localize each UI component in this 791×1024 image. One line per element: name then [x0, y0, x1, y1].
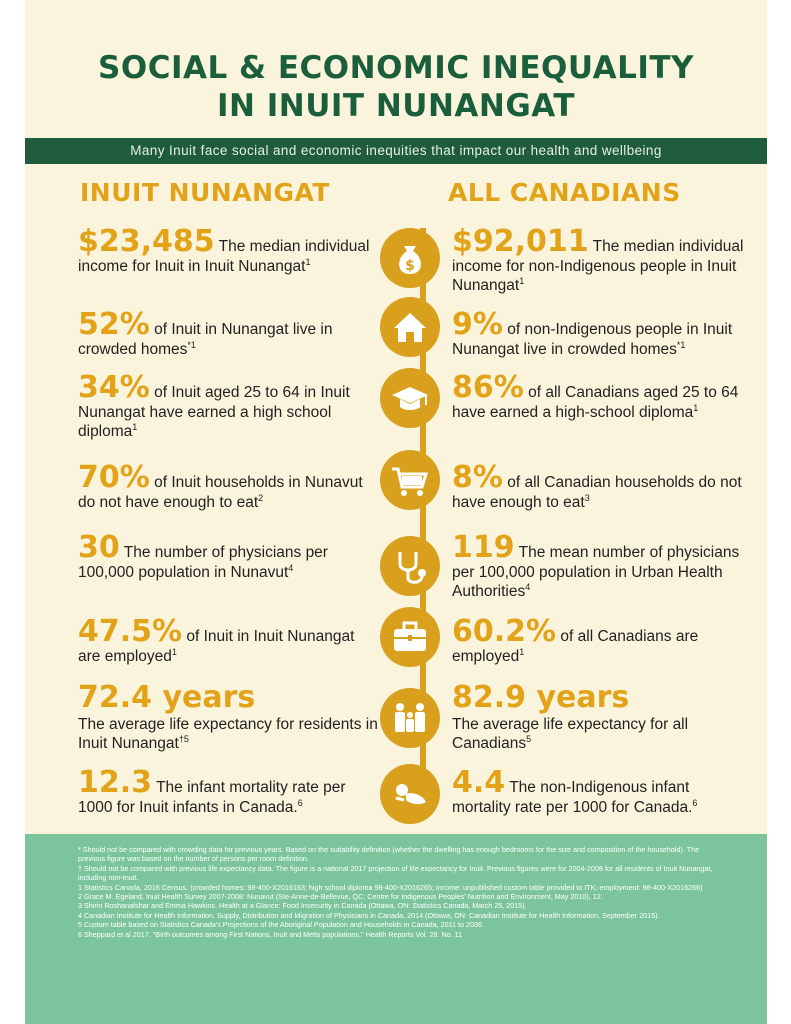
- stat-left-physicians: 30 The number of physicians per 100,000 population in Nunavut$^4$: [78, 530, 328, 581]
- footnote-2: 2 Grace M. Egeland, Inuit Health Survey 2007-2008: Nunavut (Ste-Anne-de-Bellevue, QC: Centre for Indigenous Peoples' Nutrition and Environment, May 2010), 12.: [78, 892, 603, 902]
- stat-left-food: 70% of Inuit households in Nunavut do not have enough to eat$^2$: [78, 460, 363, 511]
- subtitle-banner: Many Inuit face social and economic inequities that impact our health and wellbeing: [25, 138, 767, 164]
- stat-right-employment: 60.2% of all Canadians are employed$^1$: [452, 614, 699, 665]
- footnote-6: 6 Sheppard et al 2017. "Birth outcomes among First Nations, Inuit and Metis populations." Health Reports Vol. 28. No. 11: [78, 929, 463, 939]
- footnote-life-expectancy: † Should not be compared with previous life expectancy data. The figure is a national 2017 projection of life expectancy for Inuit. Previous figures were for 2004-2008 for all residents of Inuit Nunangat, including non-Inuit.: [78, 863, 713, 883]
- stethoscope-icon: [380, 536, 440, 596]
- stat-left-employment: 47.5% of Inuit in Inuit Nunangat are employed$^1$: [78, 614, 355, 665]
- stat-right-physicians: 119 The mean number of physicians per 100,000 population in Urban Health Authorities$^4$: [452, 530, 740, 600]
- column-heading-canadians: ALL CANADIANS: [448, 178, 681, 207]
- baby-icon: [380, 764, 440, 824]
- footnote-1: 1 Statistics Canada, 2016 Census. (crowded homes: 98-400-X2016163; high school diploma 98-400-X2016265; income: unpublished custom table provided to ITK; employment: 98-400-X2016266): [78, 882, 703, 892]
- footnotes: [78, 845, 718, 939]
- stat-left-life-expectancy: 72.4 years The average life expectancy for residents in Inuit Nunangat$^{\dagger 5}$: [78, 680, 378, 752]
- infographic-page: [25, 0, 767, 1024]
- stat-right-income: $92,011 The median individual income for non-Indigenous people in Inuit Nunangat$^1$: [452, 224, 744, 294]
- graduation-cap-icon: [380, 368, 440, 428]
- page-title: SOCIAL & ECONOMIC INEQUALITY: [98, 50, 694, 86]
- footnote-3: 3 Shirin Roshanafshar and Emma Hawkins. Health at a Glance: Food Insecurity in Canada (Ottawa, ON: Statistics Canada, March 25, 2015).: [78, 901, 527, 911]
- stat-right-life-expectancy: 82.9 years The average life expectancy for all Canadians$^5$: [452, 680, 689, 752]
- footnote-crowding: * Should not be compared with crowding data for previous years. Based on the suitability definition (whether the dwelling has enough bedrooms for the size and composition of the household). The previous figure was based on the number of persons per room definition.: [78, 845, 700, 864]
- footnote-4: 4 Canadian Institute for Health Information, Supply, Distribution and Migration of Physicians in Canada, 2014 (Ottawa, ON: Canadian Institute for Health Information, September 2015).: [78, 910, 660, 920]
- stat-left-crowding: 52% of Inuit in Nunangat live in crowded homes$^{*1}$: [78, 307, 333, 358]
- family-icon: [380, 688, 440, 748]
- column-heading-inuit: INUIT NUNANGAT: [80, 178, 330, 207]
- stat-right-education: 86% of all Canadians aged 25 to 64 have earned a high-school diploma$^1$: [452, 370, 739, 421]
- stat-right-food: 8% of all Canadian households do not have enough to eat$^3$: [452, 460, 742, 511]
- money-bag-icon: [380, 228, 440, 288]
- stat-left-income: $23,485 The median individual income for Inuit in Inuit Nunangat$^1$: [78, 224, 370, 275]
- stat-right-infant-mortality: 4.4 The non-Indigenous infant mortality rate per 1000 for Canada.$^6$: [452, 765, 698, 816]
- briefcase-icon: [380, 607, 440, 667]
- footnote-5: 5 Custom table based on Statistics Canada's Projections of the Aboriginal Population and Households in Canada, 2011 to 2036.: [78, 920, 485, 930]
- svg-text:$: $: [405, 258, 415, 274]
- house-icon: [380, 297, 440, 357]
- shopping-cart-icon: [380, 450, 440, 510]
- stat-left-infant-mortality: 12.3 The infant mortality rate per 1000 for Inuit infants in Canada.$^6$: [78, 765, 346, 816]
- page-title-line2: IN INUIT NUNANGAT: [216, 88, 576, 124]
- stat-left-education: 34% of Inuit aged 25 to 64 in Inuit Nunangat have earned a high school diploma$^1$: [78, 370, 350, 440]
- stat-right-crowding: 9% of non-Indigenous people in Inuit Nunangat live in crowded homes$^{*1}$: [452, 307, 733, 358]
